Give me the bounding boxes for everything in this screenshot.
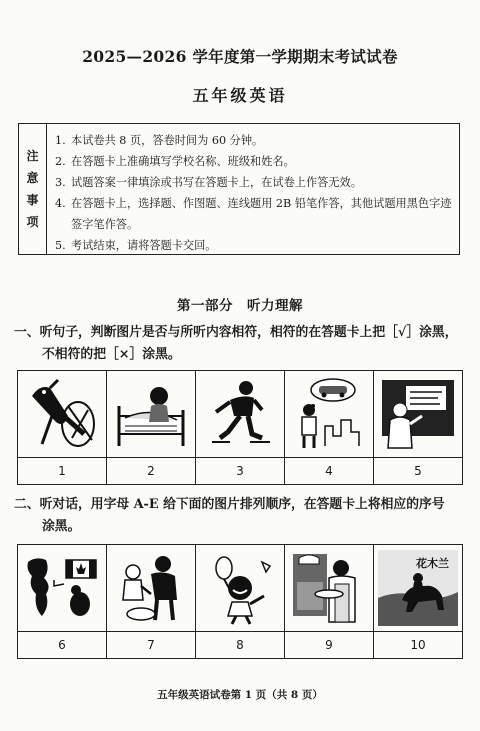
notice-item (55, 172, 455, 193)
picture10-caption: 花木兰 (416, 557, 449, 570)
picture-cell (107, 545, 196, 631)
picture-cell (18, 545, 107, 631)
picture-cell (18, 371, 107, 457)
badminton-player-icon (200, 550, 280, 626)
notice-item (55, 193, 455, 235)
question2-line1: 二、听对话，用字母 A-E 给下面的图片排列顺序，在答题卡上将相应的序号 (14, 497, 445, 512)
picture-number: 5 (414, 464, 422, 478)
notice-item-text: 在答题卡上，选择题、作图题、连线题用 2B 铅笔作答，其他试题用黑色字迹签字笔作答。 (71, 197, 452, 231)
picture-number: 8 (196, 632, 285, 658)
question2-picture-grid (17, 544, 463, 659)
section-title: 第一部分 听力理解 (177, 298, 303, 314)
question1-picture-grid (17, 370, 463, 485)
picture-number: 6 (18, 632, 107, 658)
picture-number: 4 (285, 458, 374, 484)
question2-instruction (14, 494, 474, 538)
notice-label-char: 意 (26, 171, 39, 185)
question1-instruction (14, 322, 474, 366)
woodpecker-icon (22, 376, 102, 452)
person-in-bed-icon (111, 376, 191, 452)
notice-box (18, 123, 460, 255)
exam-title: 2025—2026 学年度第一学期期末考试试卷 (82, 47, 398, 66)
notice-item-number: 3. (55, 176, 66, 189)
picture-cell (374, 371, 462, 457)
notice-item (55, 235, 455, 256)
exam-subtitle: 五年级英语 (192, 86, 288, 105)
notice-item-text: 试题答案一律填涂或书写在答题卡上，在试卷上作答无效。 (71, 176, 362, 189)
notice-item-text: 在答题卡上准确填写学校名称、班级和姓名。 (71, 155, 295, 168)
picture-cell (285, 371, 374, 457)
notice-item (55, 151, 455, 172)
ice-skater-icon (200, 376, 280, 452)
notice-label (19, 124, 47, 254)
teacher-at-blackboard-icon (378, 376, 458, 452)
picture-number: 3 (196, 458, 285, 484)
notice-label-char: 事 (26, 193, 39, 207)
picture-number: 7 (107, 632, 196, 658)
picture-number: 2 (107, 458, 196, 484)
cook-with-dish-icon (289, 550, 369, 626)
picture-cell (374, 545, 462, 631)
notice-item-number: 4. (55, 197, 66, 210)
question2-line2: 涂黑。 (42, 519, 81, 534)
notice-item-text: 考试结束，请将答题卡交回。 (71, 239, 217, 252)
picture-cell (196, 545, 285, 631)
notice-label-char: 注 (26, 149, 39, 163)
picture-cell (285, 545, 374, 631)
notice-item-number: 1. (55, 134, 66, 147)
picture-cell (196, 371, 285, 457)
picture-cell (107, 371, 196, 457)
washing-feet-icon (111, 550, 191, 626)
picture-number: 9 (285, 632, 374, 658)
canada-map-icon (22, 550, 102, 626)
page-footer: 五年级英语试卷第 1 页（共 8 页） (157, 689, 323, 701)
question1-line2: 不相符的把［×］涂黑。 (42, 347, 181, 362)
picture-number: 1 (18, 458, 107, 484)
notice-item (55, 130, 455, 151)
notice-label-char: 项 (26, 215, 39, 229)
man-thinking-of-car-icon (289, 376, 369, 452)
notice-list (55, 130, 455, 256)
notice-item-text: 本试卷共 8 页，答卷时间为 60 分钟。 (71, 134, 264, 147)
question1-line1: 一、听句子，判断图片是否与所听内容相符，相符的在答题卡上把［√］涂黑， (14, 325, 458, 340)
notice-item-number: 2. (55, 155, 66, 168)
notice-item-number: 5. (55, 239, 66, 252)
picture-number: 10 (410, 638, 426, 652)
